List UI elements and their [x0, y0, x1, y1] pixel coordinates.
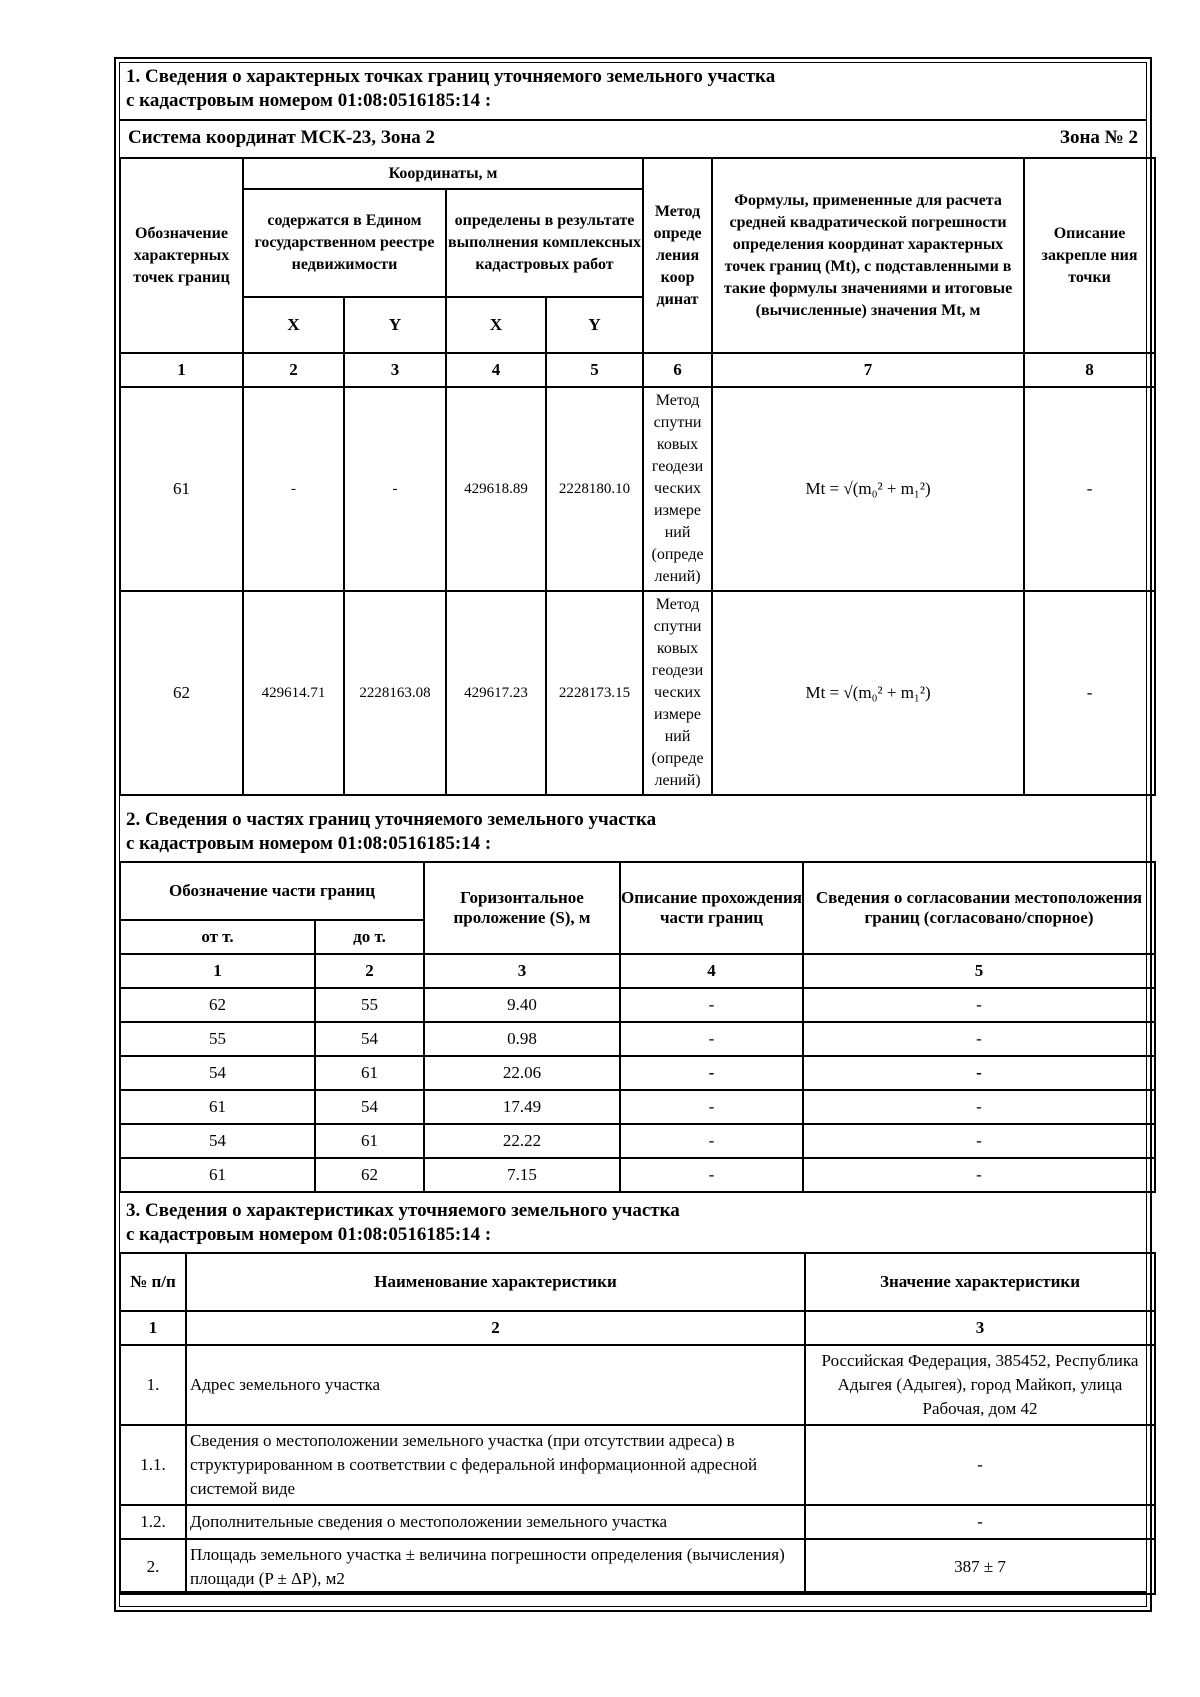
from-point: 61	[120, 1158, 315, 1192]
table-row	[120, 1124, 1155, 1158]
point-id: 61	[120, 387, 243, 591]
desc: -	[620, 988, 803, 1022]
agree: -	[803, 1158, 1155, 1192]
x-egrn: 429614.71	[243, 591, 344, 795]
method: Метод спутни ковых геодези ческих измере ний (опреде лений)	[643, 387, 712, 591]
desc: -	[620, 1022, 803, 1056]
agree: -	[803, 1056, 1155, 1090]
header-determined: определены в результате выполнения комплексных кадастровых работ	[446, 189, 643, 297]
row-name: Площадь земельного участка ± величина погрешности определения (вычисления) площади (P ± ΔP), м2	[186, 1539, 805, 1594]
coord-system: Система координат МСК-23, Зона 2	[128, 127, 436, 148]
section2-title	[126, 808, 656, 856]
row-value: -	[805, 1425, 1155, 1505]
divider	[120, 119, 1146, 121]
col-number: 3	[344, 353, 446, 387]
to-point: 54	[315, 1090, 424, 1124]
header-formulas: Формулы, примененные для расчета средней квадратической погрешности определения координат характерных точек границ (Mt), с подставленными в такие формулы значениями и итоговые (вычисленные) значения Mt, м	[712, 158, 1024, 353]
to-point: 61	[315, 1056, 424, 1090]
agree: -	[803, 1022, 1155, 1056]
agree: -	[803, 1124, 1155, 1158]
table-row	[120, 1158, 1155, 1192]
header-y1: Y	[344, 297, 446, 353]
row-num: 1.2.	[120, 1505, 186, 1539]
points-table	[119, 157, 1156, 796]
y-egrn: -	[344, 387, 446, 591]
header-length: Горизонтальное проложение (S), м	[424, 862, 620, 954]
col-number: 2	[186, 1311, 805, 1345]
desc: -	[620, 1090, 803, 1124]
agree: -	[803, 1090, 1155, 1124]
table-row	[120, 988, 1155, 1022]
col-number: 7	[712, 353, 1024, 387]
table-row	[120, 591, 1155, 795]
table-row	[120, 1345, 1155, 1425]
zone-label: Зона № 2	[1059, 127, 1138, 148]
header-value: Значение характеристики	[805, 1253, 1155, 1311]
table-row	[120, 1505, 1155, 1539]
table-row	[120, 1539, 1155, 1594]
section3-title-line2: с кадастровым номером 01:08:0516185:14 :	[126, 1224, 492, 1245]
page-frame-inner	[119, 62, 1147, 1607]
row-num: 1.	[120, 1345, 186, 1425]
length: 22.06	[424, 1056, 620, 1090]
section2-title-line1: 2. Сведения о частях границ уточняемого земельного участка	[126, 809, 657, 830]
header-agree: Сведения о согласовании местоположения границ (согласовано/спорное)	[803, 862, 1155, 954]
page-frame	[114, 57, 1152, 1612]
length: 17.49	[424, 1090, 620, 1124]
from-point: 54	[120, 1056, 315, 1090]
to-point: 54	[315, 1022, 424, 1056]
from-point: 54	[120, 1124, 315, 1158]
row-value: -	[805, 1505, 1155, 1539]
header-desc: Описание прохождения части границ	[620, 862, 803, 954]
to-point: 55	[315, 988, 424, 1022]
col-number: 1	[120, 1311, 186, 1345]
header-coords: Координаты, м	[243, 158, 643, 189]
to-point: 61	[315, 1124, 424, 1158]
point-id: 62	[120, 591, 243, 795]
length: 7.15	[424, 1158, 620, 1192]
section1-title-line1: 1. Сведения о характерных точках границ уточняемого земельного участка	[126, 66, 776, 87]
from-point: 62	[120, 988, 315, 1022]
header-from: от т.	[120, 920, 315, 954]
header-method: Метод опреде ления коор динат	[643, 158, 712, 353]
col-number: 2	[315, 954, 424, 988]
bottom-divider	[120, 1591, 1146, 1593]
length: 0.98	[424, 1022, 620, 1056]
coord-system-line	[128, 127, 1138, 149]
x-determined: 429617.23	[446, 591, 546, 795]
length: 22.22	[424, 1124, 620, 1158]
length: 9.40	[424, 988, 620, 1022]
desc: -	[620, 1056, 803, 1090]
row-value: Российская Федерация, 385452, Республика Адыгея (Адыгея), город Майкоп, улица Рабочая, дом 42	[805, 1345, 1155, 1425]
col-number: 4	[446, 353, 546, 387]
y-egrn: 2228163.08	[344, 591, 446, 795]
header-part: Обозначение части границ	[120, 862, 424, 920]
header-num: № п/п	[120, 1253, 186, 1311]
x-determined: 429618.89	[446, 387, 546, 591]
method: Метод спутни ковых геодези ческих измере ний (опреде лений)	[643, 591, 712, 795]
header-to: до т.	[315, 920, 424, 954]
desc: -	[620, 1158, 803, 1192]
col-number: 1	[120, 353, 243, 387]
table-row	[120, 1022, 1155, 1056]
col-number: 5	[546, 353, 643, 387]
section1-title-line2: с кадастровым номером 01:08:0516185:14 :	[126, 90, 492, 111]
col-number: 4	[620, 954, 803, 988]
header-x2: X	[446, 297, 546, 353]
row-name: Сведения о местоположении земельного участка (при отсутствии адреса) в структурированном в соответствии с федеральной информационной адресной системой виде	[186, 1425, 805, 1505]
from-point: 55	[120, 1022, 315, 1056]
row-name: Адрес земельного участка	[186, 1345, 805, 1425]
characteristics-table	[119, 1252, 1156, 1595]
formula: Mt = √(m₀² + m₁²)	[712, 387, 1024, 591]
header-fixing: Описание закрепле ния точки	[1024, 158, 1155, 353]
table-row	[120, 387, 1155, 591]
table-row	[120, 1090, 1155, 1124]
section3-title-line1: 3. Сведения о характеристиках уточняемого земельного участка	[126, 1200, 680, 1221]
section1-title	[126, 65, 775, 113]
header-egrn: содержатся в Едином государственном реестре недвижимости	[243, 189, 446, 297]
col-number: 5	[803, 954, 1155, 988]
header-point: Обозначение характерных точек границ	[120, 158, 243, 353]
desc: -	[620, 1124, 803, 1158]
section3-title	[126, 1199, 680, 1247]
agree: -	[803, 988, 1155, 1022]
col-number: 8	[1024, 353, 1155, 387]
col-number: 3	[805, 1311, 1155, 1345]
fixing: -	[1024, 387, 1155, 591]
to-point: 62	[315, 1158, 424, 1192]
parts-table	[119, 861, 1156, 1193]
table-row	[120, 1056, 1155, 1090]
from-point: 61	[120, 1090, 315, 1124]
header-x1: X	[243, 297, 344, 353]
col-number: 3	[424, 954, 620, 988]
col-number: 2	[243, 353, 344, 387]
y-determined: 2228180.10	[546, 387, 643, 591]
row-value: 387 ± 7	[805, 1539, 1155, 1594]
col-number: 6	[643, 353, 712, 387]
formula: Mt = √(m₀² + m₁²)	[712, 591, 1024, 795]
header-name: Наименование характеристики	[186, 1253, 805, 1311]
fixing: -	[1024, 591, 1155, 795]
section2-title-line2: с кадастровым номером 01:08:0516185:14 :	[126, 833, 492, 854]
table-row	[120, 1425, 1155, 1505]
row-num: 1.1.	[120, 1425, 186, 1505]
y-determined: 2228173.15	[546, 591, 643, 795]
header-y2: Y	[546, 297, 643, 353]
row-num: 2.	[120, 1539, 186, 1594]
row-name: Дополнительные сведения о местоположении земельного участка	[186, 1505, 805, 1539]
col-number: 1	[120, 954, 315, 988]
x-egrn: -	[243, 387, 344, 591]
